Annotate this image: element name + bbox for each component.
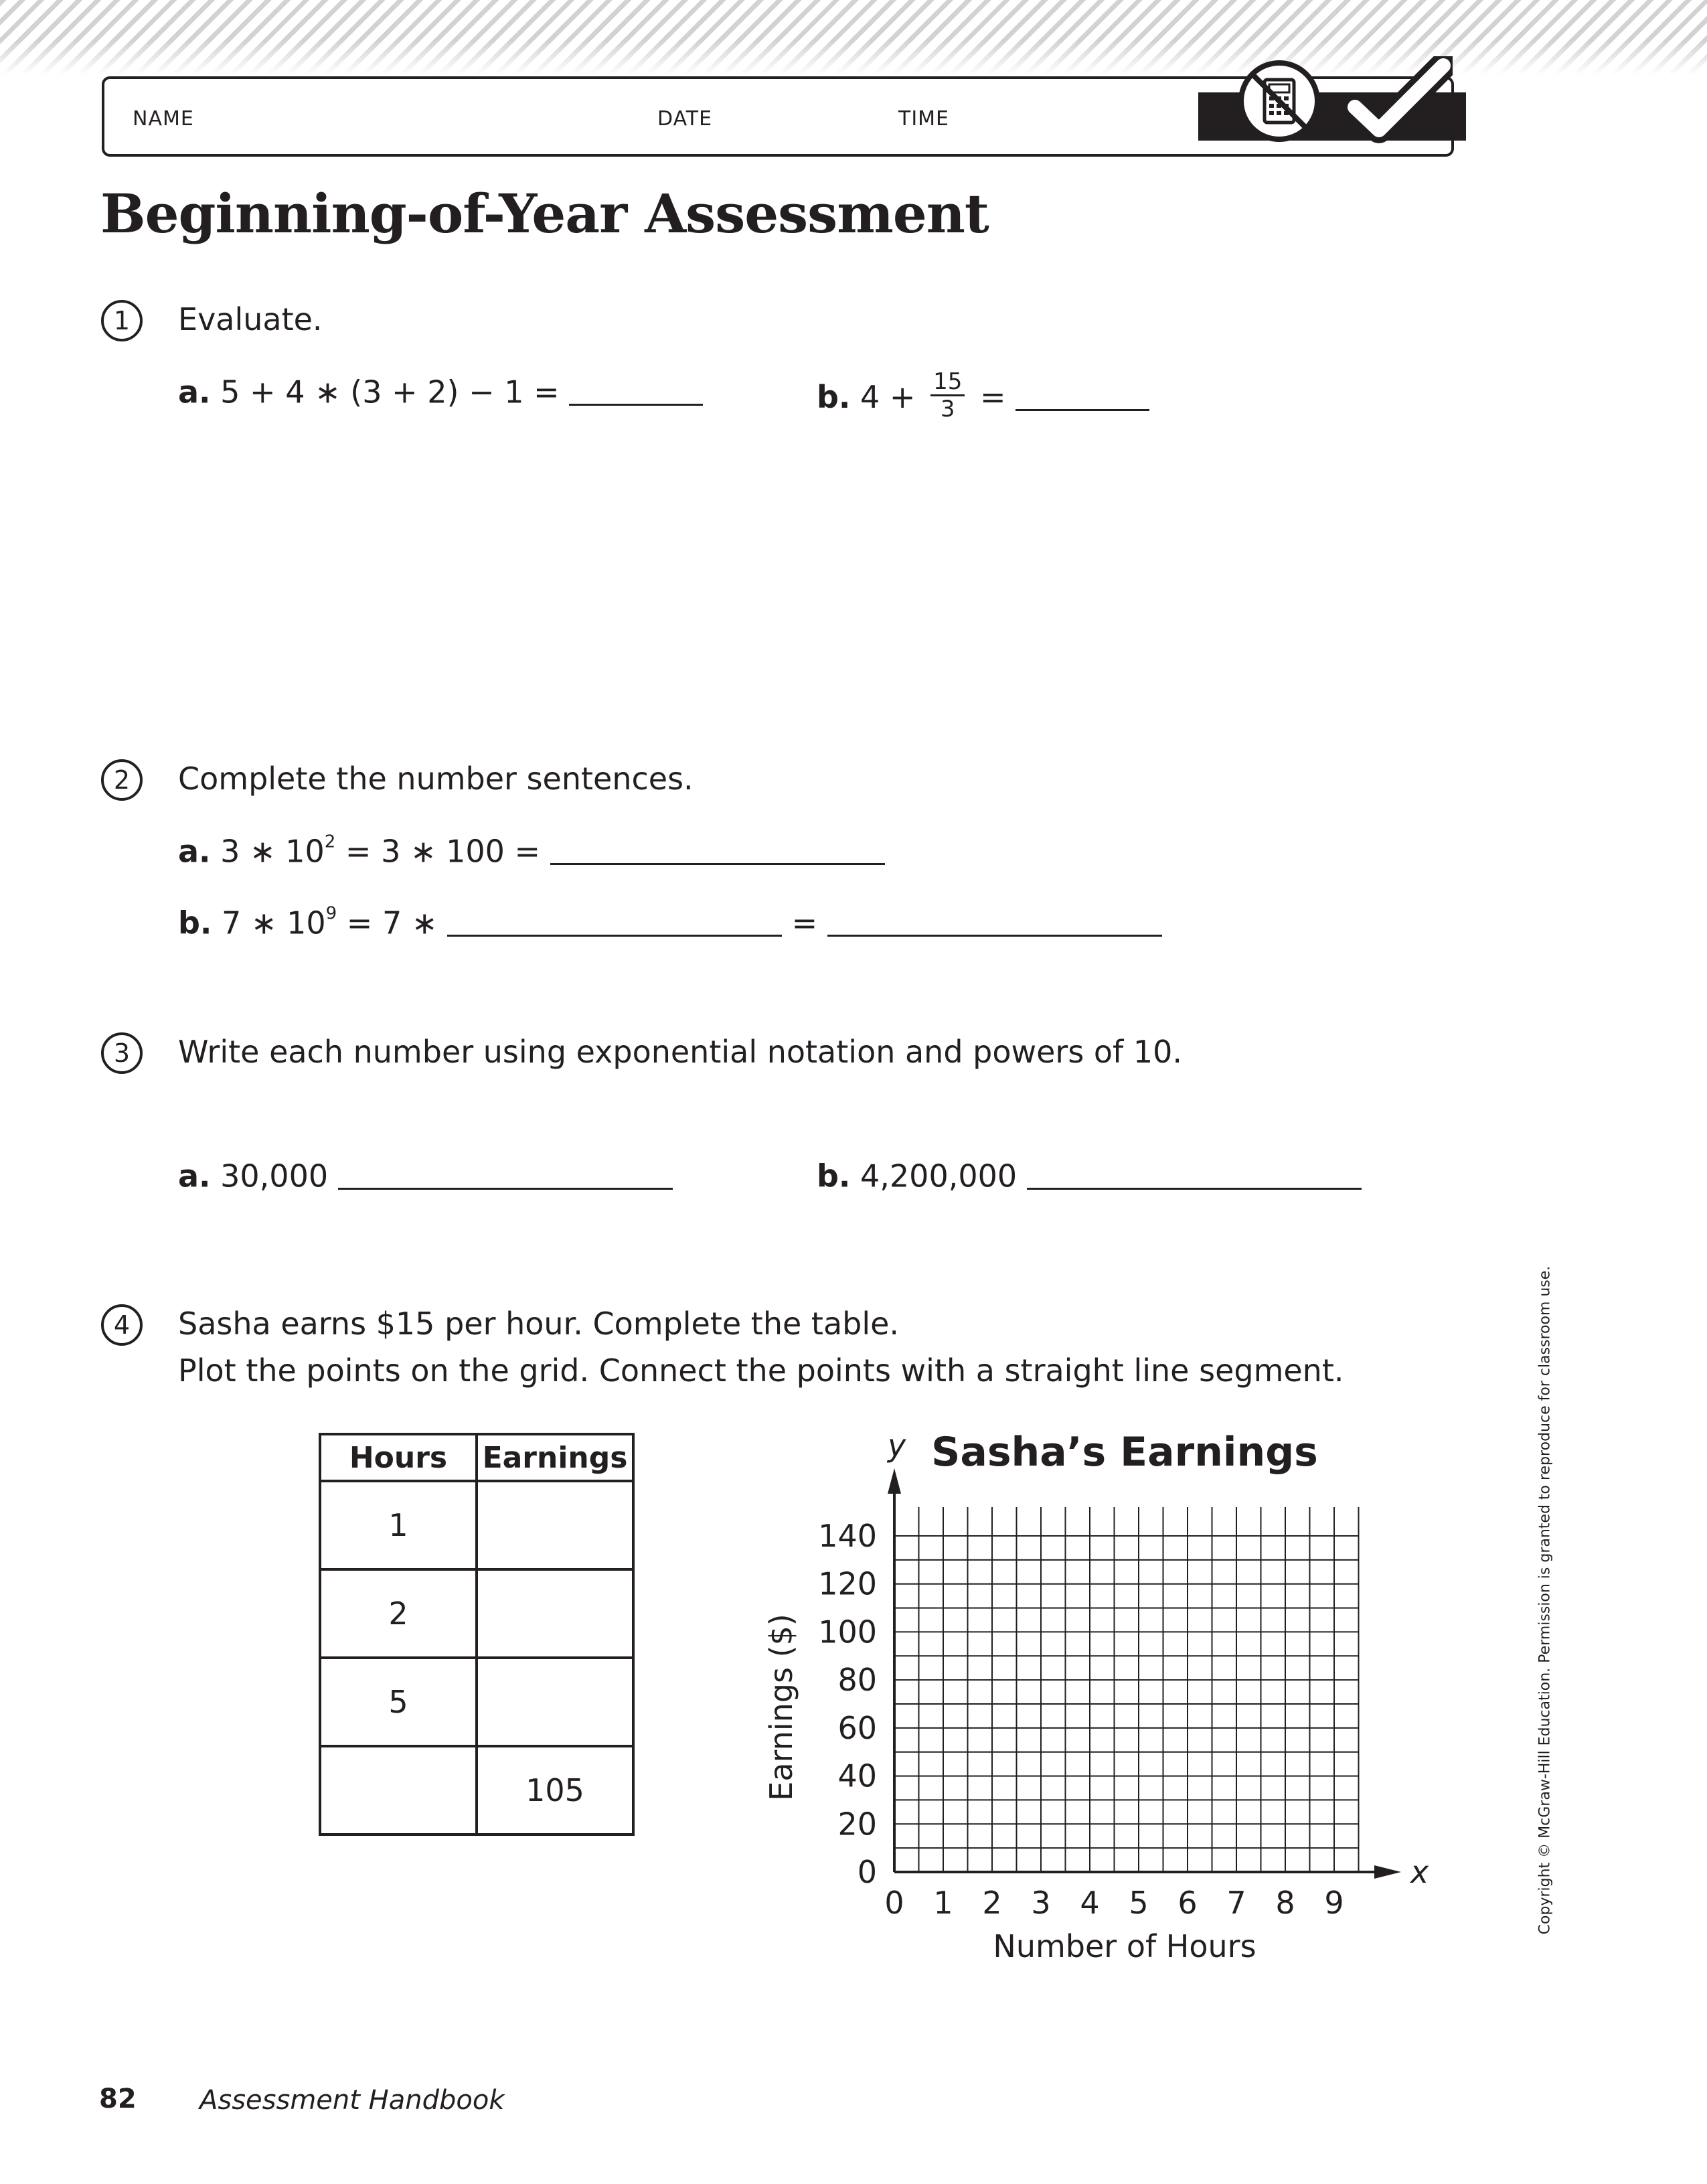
x-tick-label: 9 [1324,1885,1344,1921]
question-1b-equals: = [979,379,1006,415]
question-1b [817,368,1149,426]
chart-grid[interactable] [894,1507,1359,1872]
earnings-cell[interactable] [477,1569,633,1658]
question-3-prompt: Write each number using exponential notation and powers of 10. [178,1034,1183,1070]
date-label: DATE [657,107,713,131]
x-axis-arrow-icon [1374,1865,1401,1879]
y-axis-arrow-icon [888,1468,901,1494]
question-2b [178,904,1162,941]
x-tick-label: 8 [1275,1885,1295,1921]
book-title: Assessment Handbook [199,2085,505,2116]
question-2b-answer-blank[interactable] [827,904,1162,937]
time-label: TIME [898,107,950,131]
question-1-number: 1 [101,300,143,341]
table-header-row [320,1434,633,1481]
earnings-table [319,1433,635,1836]
y-tick-label: 140 [818,1518,877,1554]
x-tick-label: 1 [933,1885,953,1921]
question-1b-label: b. [817,379,851,415]
y-axis-title: Earnings ($) [763,1614,799,1801]
question-2b-rest: = 7 ∗ [346,905,438,941]
question-3-number: 3 [101,1032,143,1074]
y-tick-label: 0 [857,1854,877,1890]
y-axis-letter: y [888,1427,906,1464]
question-4-prompt-line-1: Sasha earns $15 per hour. Complete the table. [178,1306,900,1342]
earnings-cell: 105 [477,1746,633,1835]
question-3b [817,1157,1362,1194]
question-2-prompt: Complete the number sentences. [178,761,694,797]
question-3b-value: 4,200,000 [860,1158,1018,1194]
question-2b-base: 7 ∗ 10 [222,905,326,941]
question-2b-label: b. [178,905,212,941]
earnings-cell[interactable] [477,1481,633,1569]
question-3a-answer-blank[interactable] [338,1157,673,1190]
x-tick-label: 6 [1177,1885,1198,1921]
question-3b-label: b. [817,1158,851,1194]
y-tick-label: 40 [837,1758,877,1794]
x-tick-label: 4 [1080,1885,1100,1921]
question-1a-expression: 5 + 4 ∗ (3 + 2) − 1 = [220,374,560,410]
question-2-number: 2 [101,759,143,801]
x-tick-label: 0 [884,1885,904,1921]
question-2b-equals: = [791,905,818,941]
question-2a-label: a. [178,833,211,870]
y-tick-labels [818,1518,877,1890]
hours-cell[interactable] [320,1746,477,1835]
question-3a-label: a. [178,1158,211,1194]
y-tick-label: 100 [818,1614,877,1650]
fraction-numerator: 15 [930,369,965,396]
question-1b-answer-blank[interactable] [1015,378,1149,411]
question-4-number: 4 [101,1304,143,1346]
question-1a [178,373,703,410]
question-3b-answer-blank[interactable] [1027,1157,1362,1190]
name-label: NAME [133,107,194,131]
y-tick-label: 120 [818,1565,877,1602]
question-3a [178,1157,673,1194]
x-tick-label: 2 [982,1885,1002,1921]
question-1b-lead: 4 + [860,379,916,415]
x-axis-title: Number of Hours [993,1928,1256,1964]
hours-column-header: Hours [320,1434,477,1481]
earnings-cell[interactable] [477,1658,633,1746]
question-3a-value: 30,000 [220,1158,329,1194]
x-axis-letter: x [1410,1854,1429,1890]
hours-cell: 1 [320,1481,477,1569]
question-2a [178,832,885,869]
question-4-prompt-line-2: Plot the points on the grid. Connect the points with a straight line segment. [178,1352,1344,1389]
table-row [320,1746,633,1835]
question-1-prompt: Evaluate. [178,301,323,337]
question-1b-fraction [930,369,965,422]
y-tick-label: 20 [837,1806,877,1843]
chart-title: Sasha’s Earnings [931,1429,1318,1476]
copyright-notice: Copyright © McGraw-Hill Education. Permission is granted to reproduce for classroom use. [1536,1265,1554,1935]
checkmark-icon [1346,56,1453,143]
hours-cell: 2 [320,1569,477,1658]
question-2a-rest: = 3 ∗ 100 = [345,833,541,870]
question-2b-factor-blank[interactable] [447,904,782,937]
question-2b-exponent: 9 [325,903,337,924]
question-2a-answer-blank[interactable] [550,832,885,865]
hours-cell: 5 [320,1658,477,1746]
question-2a-exponent: 2 [324,832,336,852]
table-row [320,1658,633,1746]
question-1a-answer-blank[interactable] [569,373,703,406]
table-row [320,1569,633,1658]
fraction-denominator: 3 [940,396,955,422]
earnings-column-header: Earnings [477,1434,633,1481]
page-number: 82 [99,2084,137,2114]
no-calculator-icon [1237,59,1321,143]
question-1a-label: a. [178,374,211,410]
y-tick-label: 80 [837,1662,877,1699]
earnings-chart[interactable] [736,1413,1446,1988]
page-title: Beginning-of-Year Assessment [100,182,989,245]
question-2a-base: 3 ∗ 10 [220,833,325,870]
table-row [320,1481,633,1569]
x-tick-label: 7 [1226,1885,1246,1921]
x-tick-label: 5 [1129,1885,1149,1921]
x-tick-labels [884,1885,1344,1921]
x-tick-label: 3 [1031,1885,1051,1921]
y-tick-label: 60 [837,1709,877,1746]
